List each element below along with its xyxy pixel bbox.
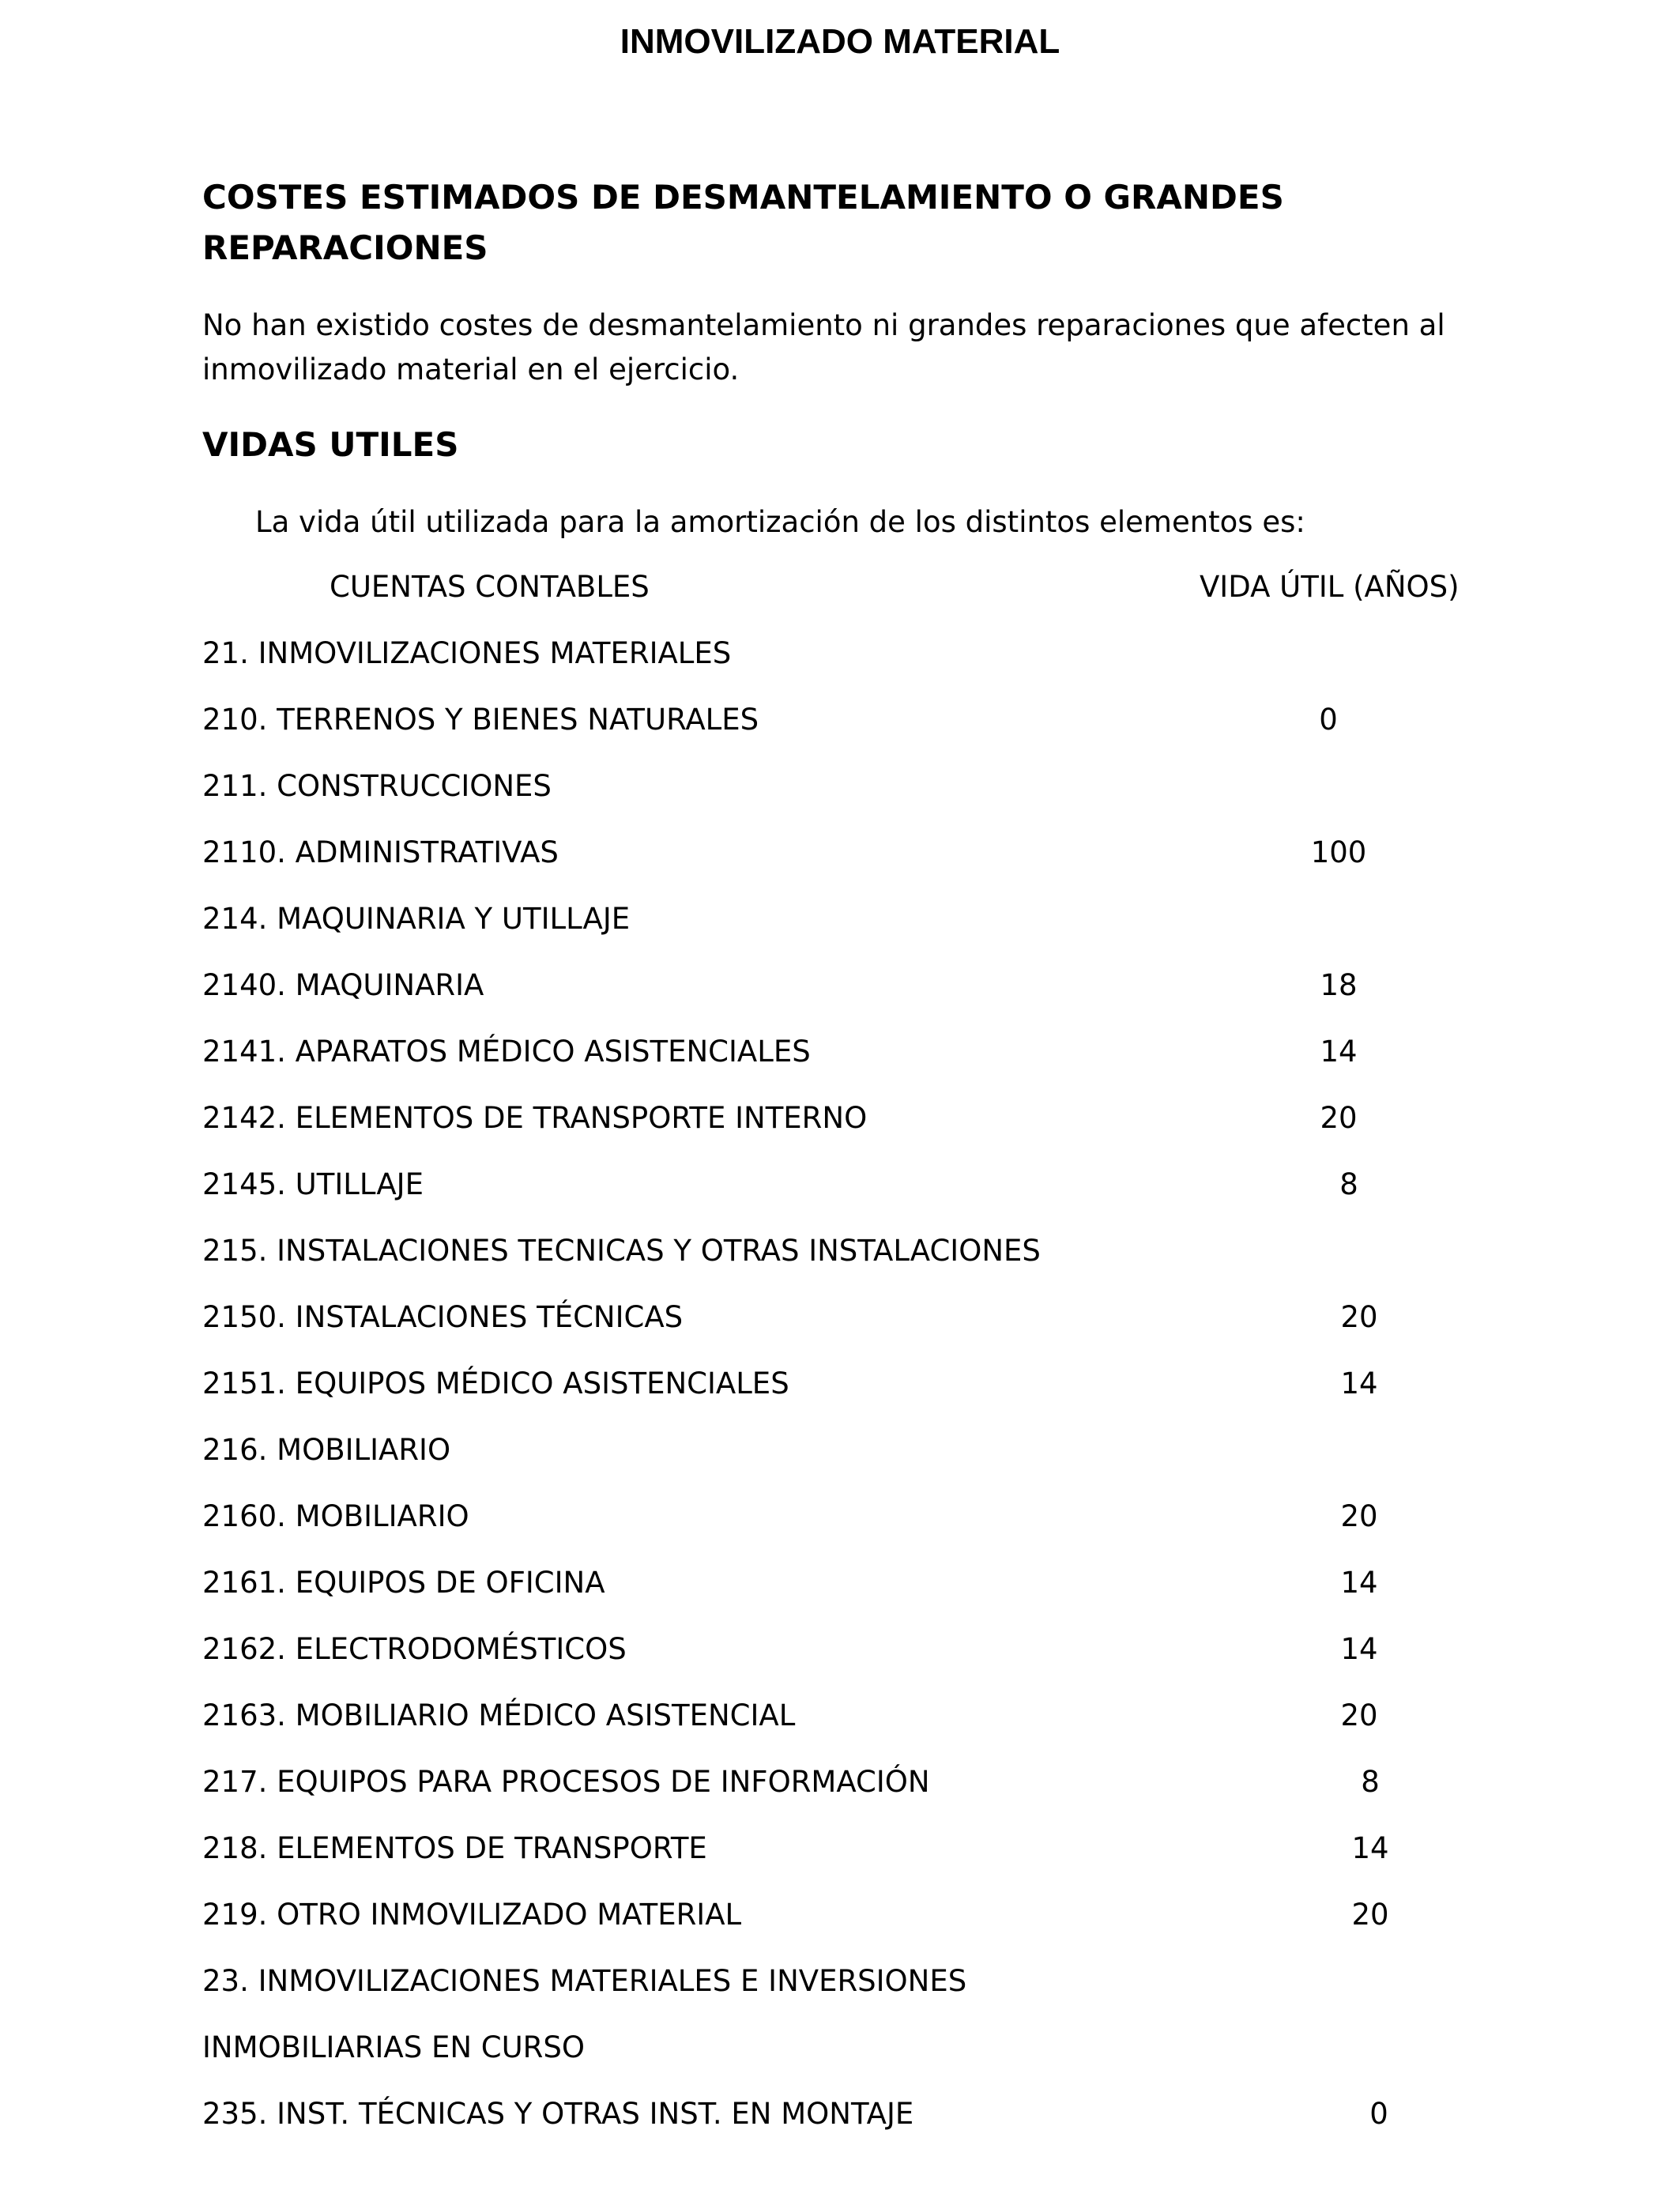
account-label: 214. MAQUINARIA Y UTILLAJE	[202, 902, 631, 936]
table-row	[0, 899, 1680, 944]
table-row	[0, 1032, 1680, 1076]
useful-life-value: 20	[1340, 1499, 1378, 1533]
useful-life-value: 20	[1340, 1698, 1378, 1732]
useful-life-value: 20	[1351, 1898, 1389, 1932]
account-label: 2160. MOBILIARIO	[202, 1499, 469, 1533]
account-label: 2142. ELEMENTOS DE TRANSPORTE INTERNO	[202, 1101, 868, 1135]
useful-life-value: 0	[1369, 2097, 1388, 2131]
account-label: 2140. MAQUINARIA	[202, 968, 484, 1002]
table-row	[0, 1298, 1680, 1342]
account-label: 215. INSTALACIONES TECNICAS Y OTRAS INSTALACIONES	[202, 1234, 1041, 1268]
account-label: 2162. ELECTRODOMÉSTICOS	[202, 1632, 627, 1666]
useful-life-value: 14	[1351, 1831, 1389, 1865]
table-row	[0, 1895, 1680, 1940]
useful-life-value: 14	[1320, 1035, 1358, 1069]
table-row	[0, 1099, 1680, 1143]
section-body-costes: No han existido costes de desmantelamiento ni grandes reparaciones que afecten al inmovilizado material en el ejercicio.	[202, 308, 1445, 386]
account-label: 210. TERRENOS Y BIENES NATURALES	[202, 703, 759, 737]
table-row	[0, 1165, 1680, 1209]
table-row	[0, 634, 1680, 678]
table-row	[0, 833, 1680, 877]
table-row	[0, 2028, 1680, 2072]
table-row	[0, 700, 1680, 745]
account-label: 2110. ADMINISTRATIVAS	[202, 835, 559, 869]
table-row	[0, 1231, 1680, 1276]
account-label: 219. OTRO INMOVILIZADO MATERIAL	[202, 1898, 742, 1932]
account-label: 2163. MOBILIARIO MÉDICO ASISTENCIAL	[202, 1698, 796, 1732]
section-heading-vidas-utiles: VIDAS UTILES	[202, 425, 459, 464]
account-label: 2141. APARATOS MÉDICO ASISTENCIALES	[202, 1035, 811, 1069]
table-header-useful-life: VIDA ÚTIL (AÑOS)	[1200, 570, 1460, 604]
table-row	[0, 1563, 1680, 1608]
account-label: 2151. EQUIPOS MÉDICO ASISTENCIALES	[202, 1367, 789, 1400]
account-label: 2161. EQUIPOS DE OFICINA	[202, 1566, 605, 1600]
section-heading-costes: COSTES ESTIMADOS DE DESMANTELAMIENTO O GRANDES REPARACIONES	[202, 178, 1284, 267]
table-header-accounts: CUENTAS CONTABLES	[330, 570, 650, 604]
useful-life-value: 14	[1340, 1566, 1378, 1600]
table-row	[0, 1696, 1680, 1740]
useful-life-value: 0	[1319, 703, 1338, 737]
account-label: 23. INMOVILIZACIONES MATERIALES E INVERSIONES	[202, 1964, 967, 1998]
useful-life-value: 8	[1361, 1765, 1380, 1799]
table-row	[0, 966, 1680, 1010]
account-label: 211. CONSTRUCCIONES	[202, 769, 552, 803]
account-label: 217. EQUIPOS PARA PROCESOS DE INFORMACIÓN	[202, 1765, 930, 1799]
table-row	[0, 1829, 1680, 1873]
useful-life-value: 18	[1320, 968, 1358, 1002]
table-row	[0, 1630, 1680, 1674]
table-row	[0, 1431, 1680, 1475]
table-row	[0, 1762, 1680, 1807]
table-row	[0, 1497, 1680, 1541]
useful-life-value: 20	[1320, 1101, 1358, 1135]
table-row	[0, 2094, 1680, 2139]
page-title: INMOVILIZADO MATERIAL	[620, 22, 1060, 61]
account-label: 2150. INSTALACIONES TÉCNICAS	[202, 1300, 684, 1334]
account-label: INMOBILIARIAS EN CURSO	[202, 2030, 585, 2064]
table-row	[0, 767, 1680, 811]
useful-life-value: 14	[1340, 1367, 1378, 1400]
table-intro: La vida útil utilizada para la amortización de los distintos elementos es:	[255, 505, 1305, 539]
table-row	[0, 1962, 1680, 2006]
useful-life-value: 8	[1339, 1167, 1358, 1201]
useful-life-value: 14	[1340, 1632, 1378, 1666]
account-label: 2145. UTILLAJE	[202, 1167, 424, 1201]
account-label: 218. ELEMENTOS DE TRANSPORTE	[202, 1831, 707, 1865]
account-label: 235. INST. TÉCNICAS Y OTRAS INST. EN MONTAJE	[202, 2097, 914, 2131]
useful-life-value: 20	[1340, 1300, 1378, 1334]
account-label: 216. MOBILIARIO	[202, 1433, 451, 1467]
table-row	[0, 1364, 1680, 1408]
account-label: 21. INMOVILIZACIONES MATERIALES	[202, 636, 732, 670]
useful-life-value: 100	[1310, 835, 1367, 869]
